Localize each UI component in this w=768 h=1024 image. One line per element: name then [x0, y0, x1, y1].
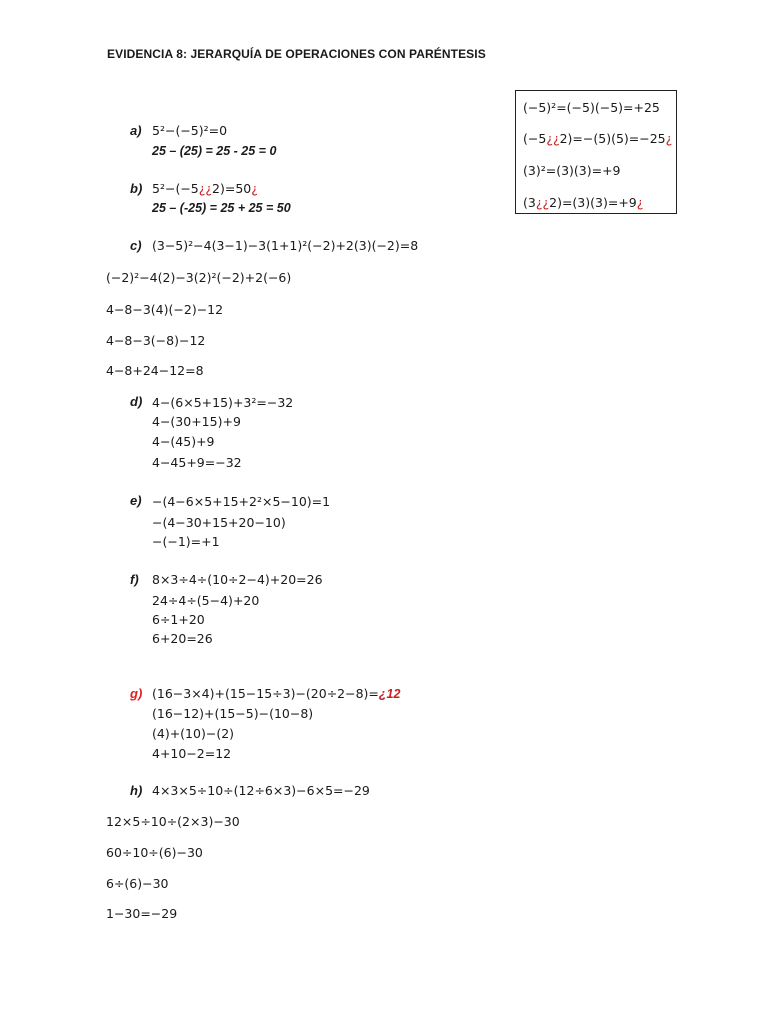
exercise-b-label: b): [130, 181, 143, 196]
exponent-notes-box: [515, 90, 677, 214]
exercise-f-label: f): [130, 572, 139, 587]
exercise-g-result-mark: ¿12: [378, 687, 401, 701]
exercise-g-step-2: (4)+(10)−(2): [152, 726, 235, 741]
exercise-h-step-3: 6÷(6)−30: [106, 876, 169, 891]
exercise-c-step-1: (−2)²−4(2)−3(2)²(−2)+2(−6): [106, 270, 292, 285]
exercise-d-label: d): [130, 394, 143, 409]
exercise-g-step-3: 4+10−2=12: [152, 746, 232, 761]
exercise-e-step-1: −(4−30+15+20−10): [152, 515, 286, 530]
exercise-h-step-4: 1−30=−29: [106, 906, 178, 921]
note-line-1: (−5)²=(−5)(−5)=+25: [523, 100, 660, 115]
exercise-f-step-3: 6+20=26: [152, 631, 213, 646]
exercise-c-statement: (3−5)²−4(3−1)−3(1+1)²(−2)+2(3)(−2)=8: [152, 238, 419, 253]
exercise-f-step-1: 24÷4÷(5−4)+20: [152, 593, 260, 608]
exercise-a-label: a): [130, 123, 142, 138]
exercise-d-step-2: 4−(45)+9: [152, 434, 215, 449]
exercise-g-step-1: (16−12)+(15−5)−(10−8): [152, 706, 314, 721]
exercise-h-step-1: 12×5÷10÷(2×3)−30: [106, 814, 240, 829]
exercise-c-label: c): [130, 238, 142, 253]
exercise-c-step-3: 4−8−3(−8)−12: [106, 333, 206, 348]
exercise-c-step-4: 4−8+24−12=8: [106, 363, 204, 378]
exercise-a-step: 25 – (25) = 25 - 25 = 0: [152, 144, 277, 158]
exercise-b-statement: 5²−(−5¿¿2)=50¿: [152, 181, 258, 196]
exercise-h-statement: 4×3×5÷10÷(12÷6×3)−6×5=−29: [152, 783, 370, 798]
exercise-a-statement: 5²−(−5)²=0: [152, 123, 228, 138]
exercise-g-expression: (16−3×4)+(15−15÷3)−(20÷2−8)=: [152, 686, 379, 701]
page-title: EVIDENCIA 8: JERARQUÍA DE OPERACIONES CON PARÉNTESIS: [107, 47, 486, 61]
exercise-g-label: g): [130, 686, 143, 701]
exercise-d-step-3: 4−45+9=−32: [152, 455, 242, 470]
note-line-4: (3¿¿2)=(3)(3)=+9¿: [523, 195, 644, 210]
exercise-h-label: h): [130, 783, 143, 798]
exercise-c-step-2: 4−8−3(4)(−2)−12: [106, 302, 224, 317]
exercise-e-statement: −(4−6×5+15+2²×5−10)=1: [152, 494, 331, 509]
exercise-e-label: e): [130, 493, 142, 508]
exercise-b-step: 25 – (-25) = 25 + 25 = 50: [152, 201, 291, 215]
exercise-f-step-2: 6÷1+20: [152, 612, 205, 627]
exercise-g-statement: [152, 686, 400, 701]
note-line-2: (−5¿¿2)=−(5)(5)=−25¿: [523, 131, 673, 146]
exercise-e-step-2: −(−1)=+1: [152, 534, 220, 549]
exercise-d-step-1: 4−(30+15)+9: [152, 414, 241, 429]
exercise-h-step-2: 60÷10÷(6)−30: [106, 845, 203, 860]
exercise-f-statement: 8×3÷4÷(10÷2−4)+20=26: [152, 572, 323, 587]
exercise-d-statement: 4−(6×5+15)+3²=−32: [152, 395, 294, 410]
note-line-3: (3)²=(3)(3)=+9: [523, 163, 621, 178]
